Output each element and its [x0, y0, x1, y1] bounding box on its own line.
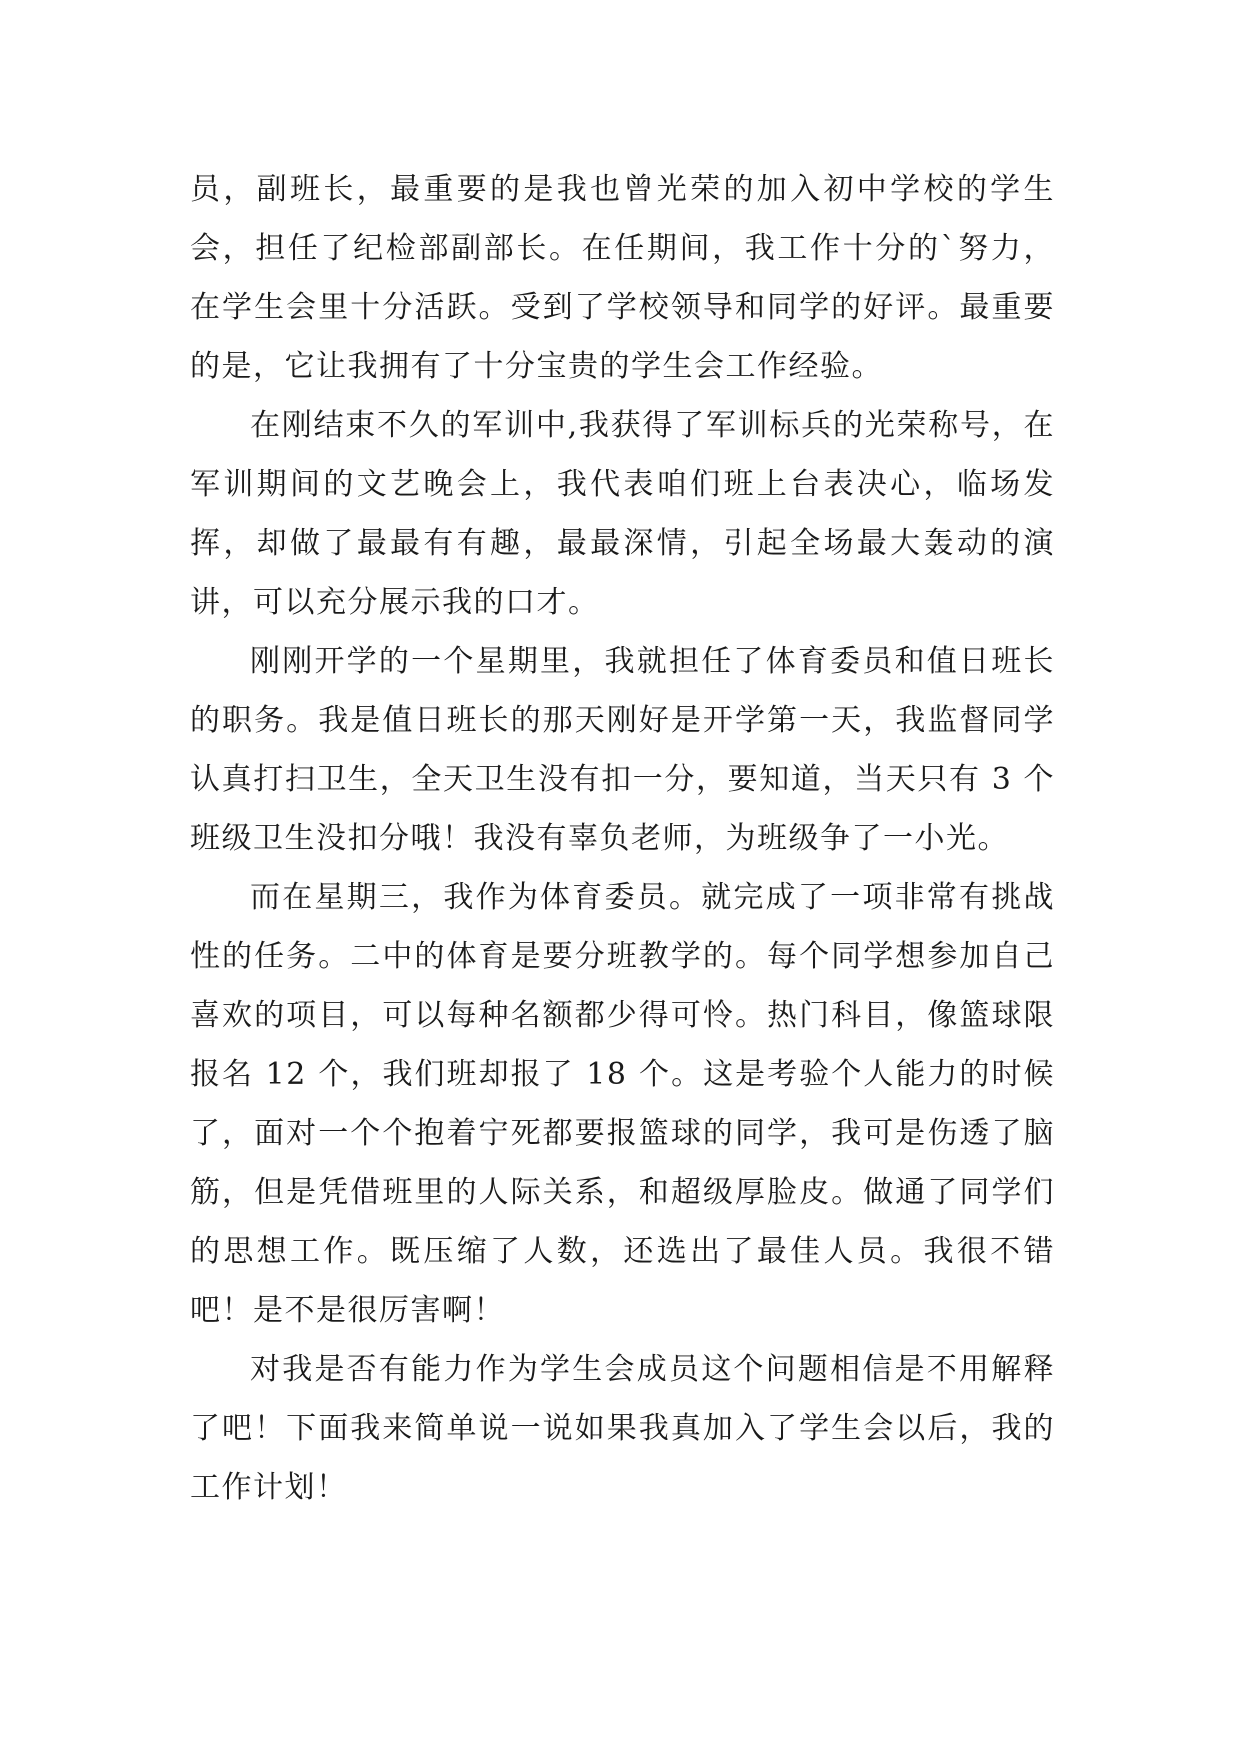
paragraph-1: 员，副班长，最重要的是我也曾光荣的加入初中学校的学生会，担任了纪检部副部长。在任期间，我工作十分的`努力，在学生会里十分活跃。受到了学校领导和同学的好评。最重要的是，它让我拥有了十分宝贵的学生会工作经验。 — [190, 172, 1055, 384]
paragraph-2: 在刚结束不久的军训中,我获得了军训标兵的光荣称号，在军训期间的文艺晚会上，我代表咱们班上台表决心，临场发挥，却做了最最有有趣，最最深情，引起全场最大轰动的演讲，可以充分展示我的口才。 — [190, 408, 1055, 620]
paragraph-5: 对我是否有能力作为学生会成员这个问题相信是不用解释了吧！下面我来简单说一说如果我真加入了学生会以后，我的工作计划！ — [190, 1352, 1055, 1505]
paragraph-3: 刚刚开学的一个星期里，我就担任了体育委员和值日班长的职务。我是值日班长的那天刚好是开学第一天，我监督同学认真打扫卫生，全天卫生没有扣一分，要知道，当天只有 3 个班级卫生没扣分哦！我没有辜负老师，为班级争了一小光。 — [190, 644, 1055, 856]
body-text — [190, 160, 1055, 1517]
paragraph-4: 而在星期三，我作为体育委员。就完成了一项非常有挑战性的任务。二中的体育是要分班教学的。每个同学想参加自己喜欢的项目，可以每种名额都少得可怜。热门科目，像篮球限报名 12 个，我们班却报了 18 个。这是考验个人能力的时候了，面对一个个抱着宁死都要报篮球的同学，我可是伤透了脑筋，但是凭借班里的人际关系，和超级厚脸皮。做通了同学们的思想工作。既压缩了人数，还选出了最佳人员。我很不错吧！是不是很厉害啊！ — [190, 880, 1055, 1328]
